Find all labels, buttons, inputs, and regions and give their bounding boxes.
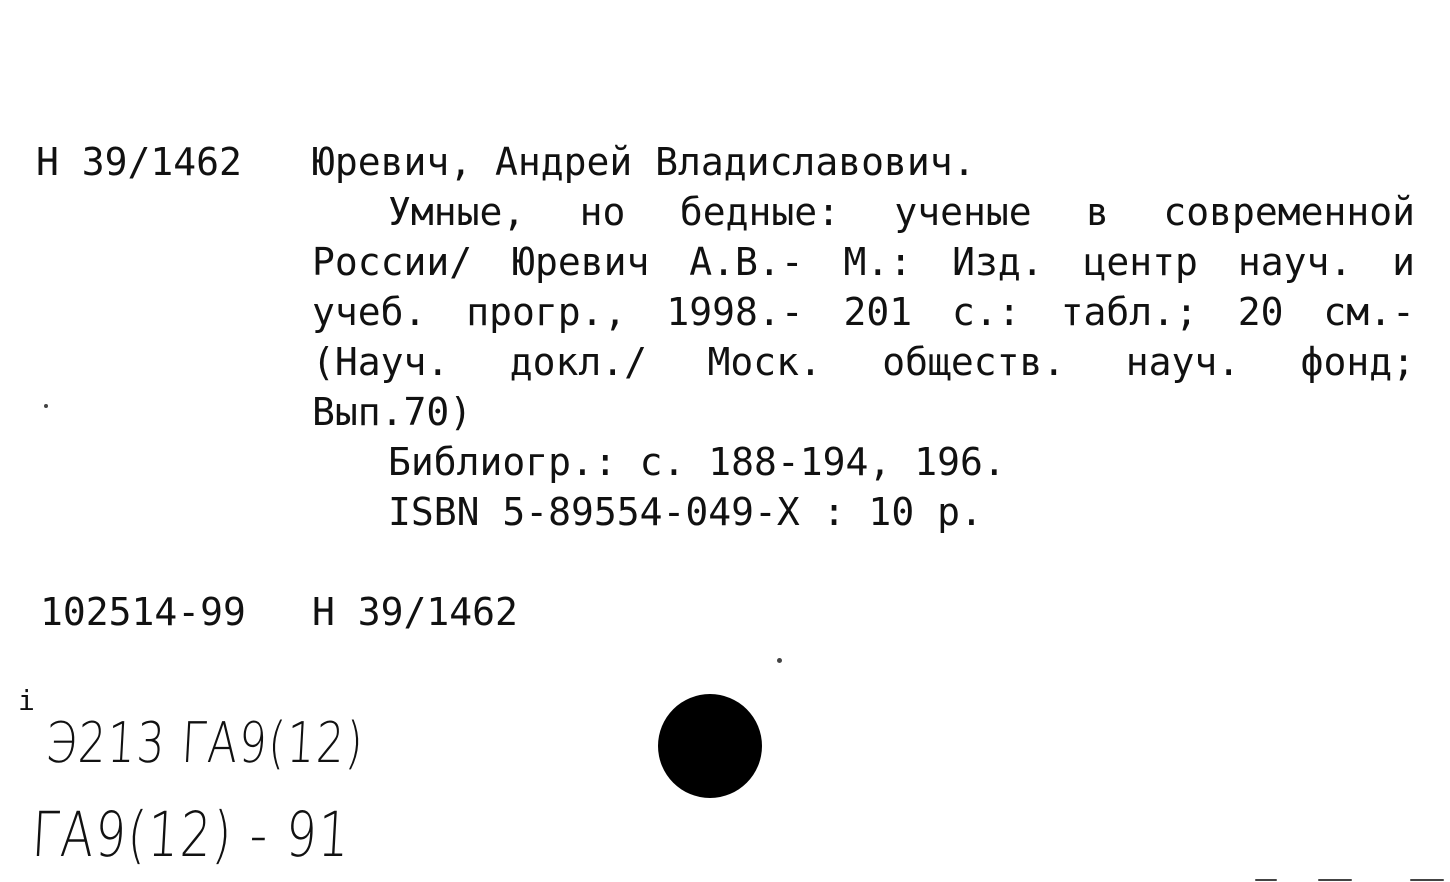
scan-speck bbox=[44, 404, 48, 408]
handwritten-classification-1: Э213 ГА9(12) bbox=[44, 711, 366, 776]
word: бедные: bbox=[679, 190, 840, 234]
word: 201 bbox=[843, 290, 913, 334]
bibliography-note: Библиогр.: с. 188-194, 196. bbox=[388, 440, 1006, 484]
body-line-4 bbox=[312, 337, 1415, 387]
word: см.- bbox=[1323, 290, 1415, 334]
scan-speck bbox=[1318, 879, 1352, 881]
word: ученые bbox=[894, 190, 1032, 234]
word: учеб. bbox=[312, 290, 427, 334]
word: науч. bbox=[1237, 240, 1353, 284]
superscript-mark: i bbox=[18, 684, 35, 717]
inventory-number: 102514-99 bbox=[40, 590, 246, 634]
punched-hole bbox=[658, 694, 762, 798]
word: табл.; bbox=[1060, 290, 1198, 334]
body-line-1 bbox=[388, 187, 1415, 237]
call-number: Н 39/1462 bbox=[36, 140, 242, 184]
word: в bbox=[1086, 190, 1109, 234]
word: Изд. bbox=[952, 240, 1044, 284]
word: фонд; bbox=[1300, 340, 1415, 384]
word: докл./ bbox=[509, 340, 647, 384]
word: 20 bbox=[1237, 290, 1284, 334]
word: прогр., bbox=[466, 290, 627, 334]
word: Умные, bbox=[388, 190, 526, 234]
word: и bbox=[1392, 240, 1415, 284]
inventory-call-number: Н 39/1462 bbox=[312, 590, 518, 634]
word: 1998.- bbox=[666, 290, 804, 334]
scan-speck bbox=[1255, 879, 1277, 881]
word: России/ bbox=[312, 240, 473, 284]
word: с.: bbox=[952, 290, 1021, 334]
scan-speck bbox=[777, 658, 782, 663]
word: но bbox=[579, 190, 626, 234]
word: современной bbox=[1163, 190, 1415, 234]
word: центр bbox=[1083, 240, 1198, 284]
word: обществ. bbox=[882, 340, 1066, 384]
isbn-note: ISBN 5-89554-049-X : 10 р. bbox=[388, 490, 983, 534]
body-line-3 bbox=[312, 287, 1415, 337]
handwritten-classification-2: ГА9(12) - 91 bbox=[30, 798, 353, 871]
author-heading: Юревич, Андрей Владиславович. bbox=[312, 140, 976, 184]
body-line-2 bbox=[312, 237, 1415, 287]
word: (Науч. bbox=[312, 340, 450, 384]
body-line-5: Вып.70) bbox=[312, 390, 473, 434]
word: А.В.- bbox=[689, 240, 804, 284]
word: науч. bbox=[1125, 340, 1241, 384]
word: М.: bbox=[843, 240, 913, 284]
scan-speck bbox=[1410, 879, 1444, 881]
word: Моск. bbox=[707, 340, 822, 384]
word: Юревич bbox=[512, 240, 650, 284]
